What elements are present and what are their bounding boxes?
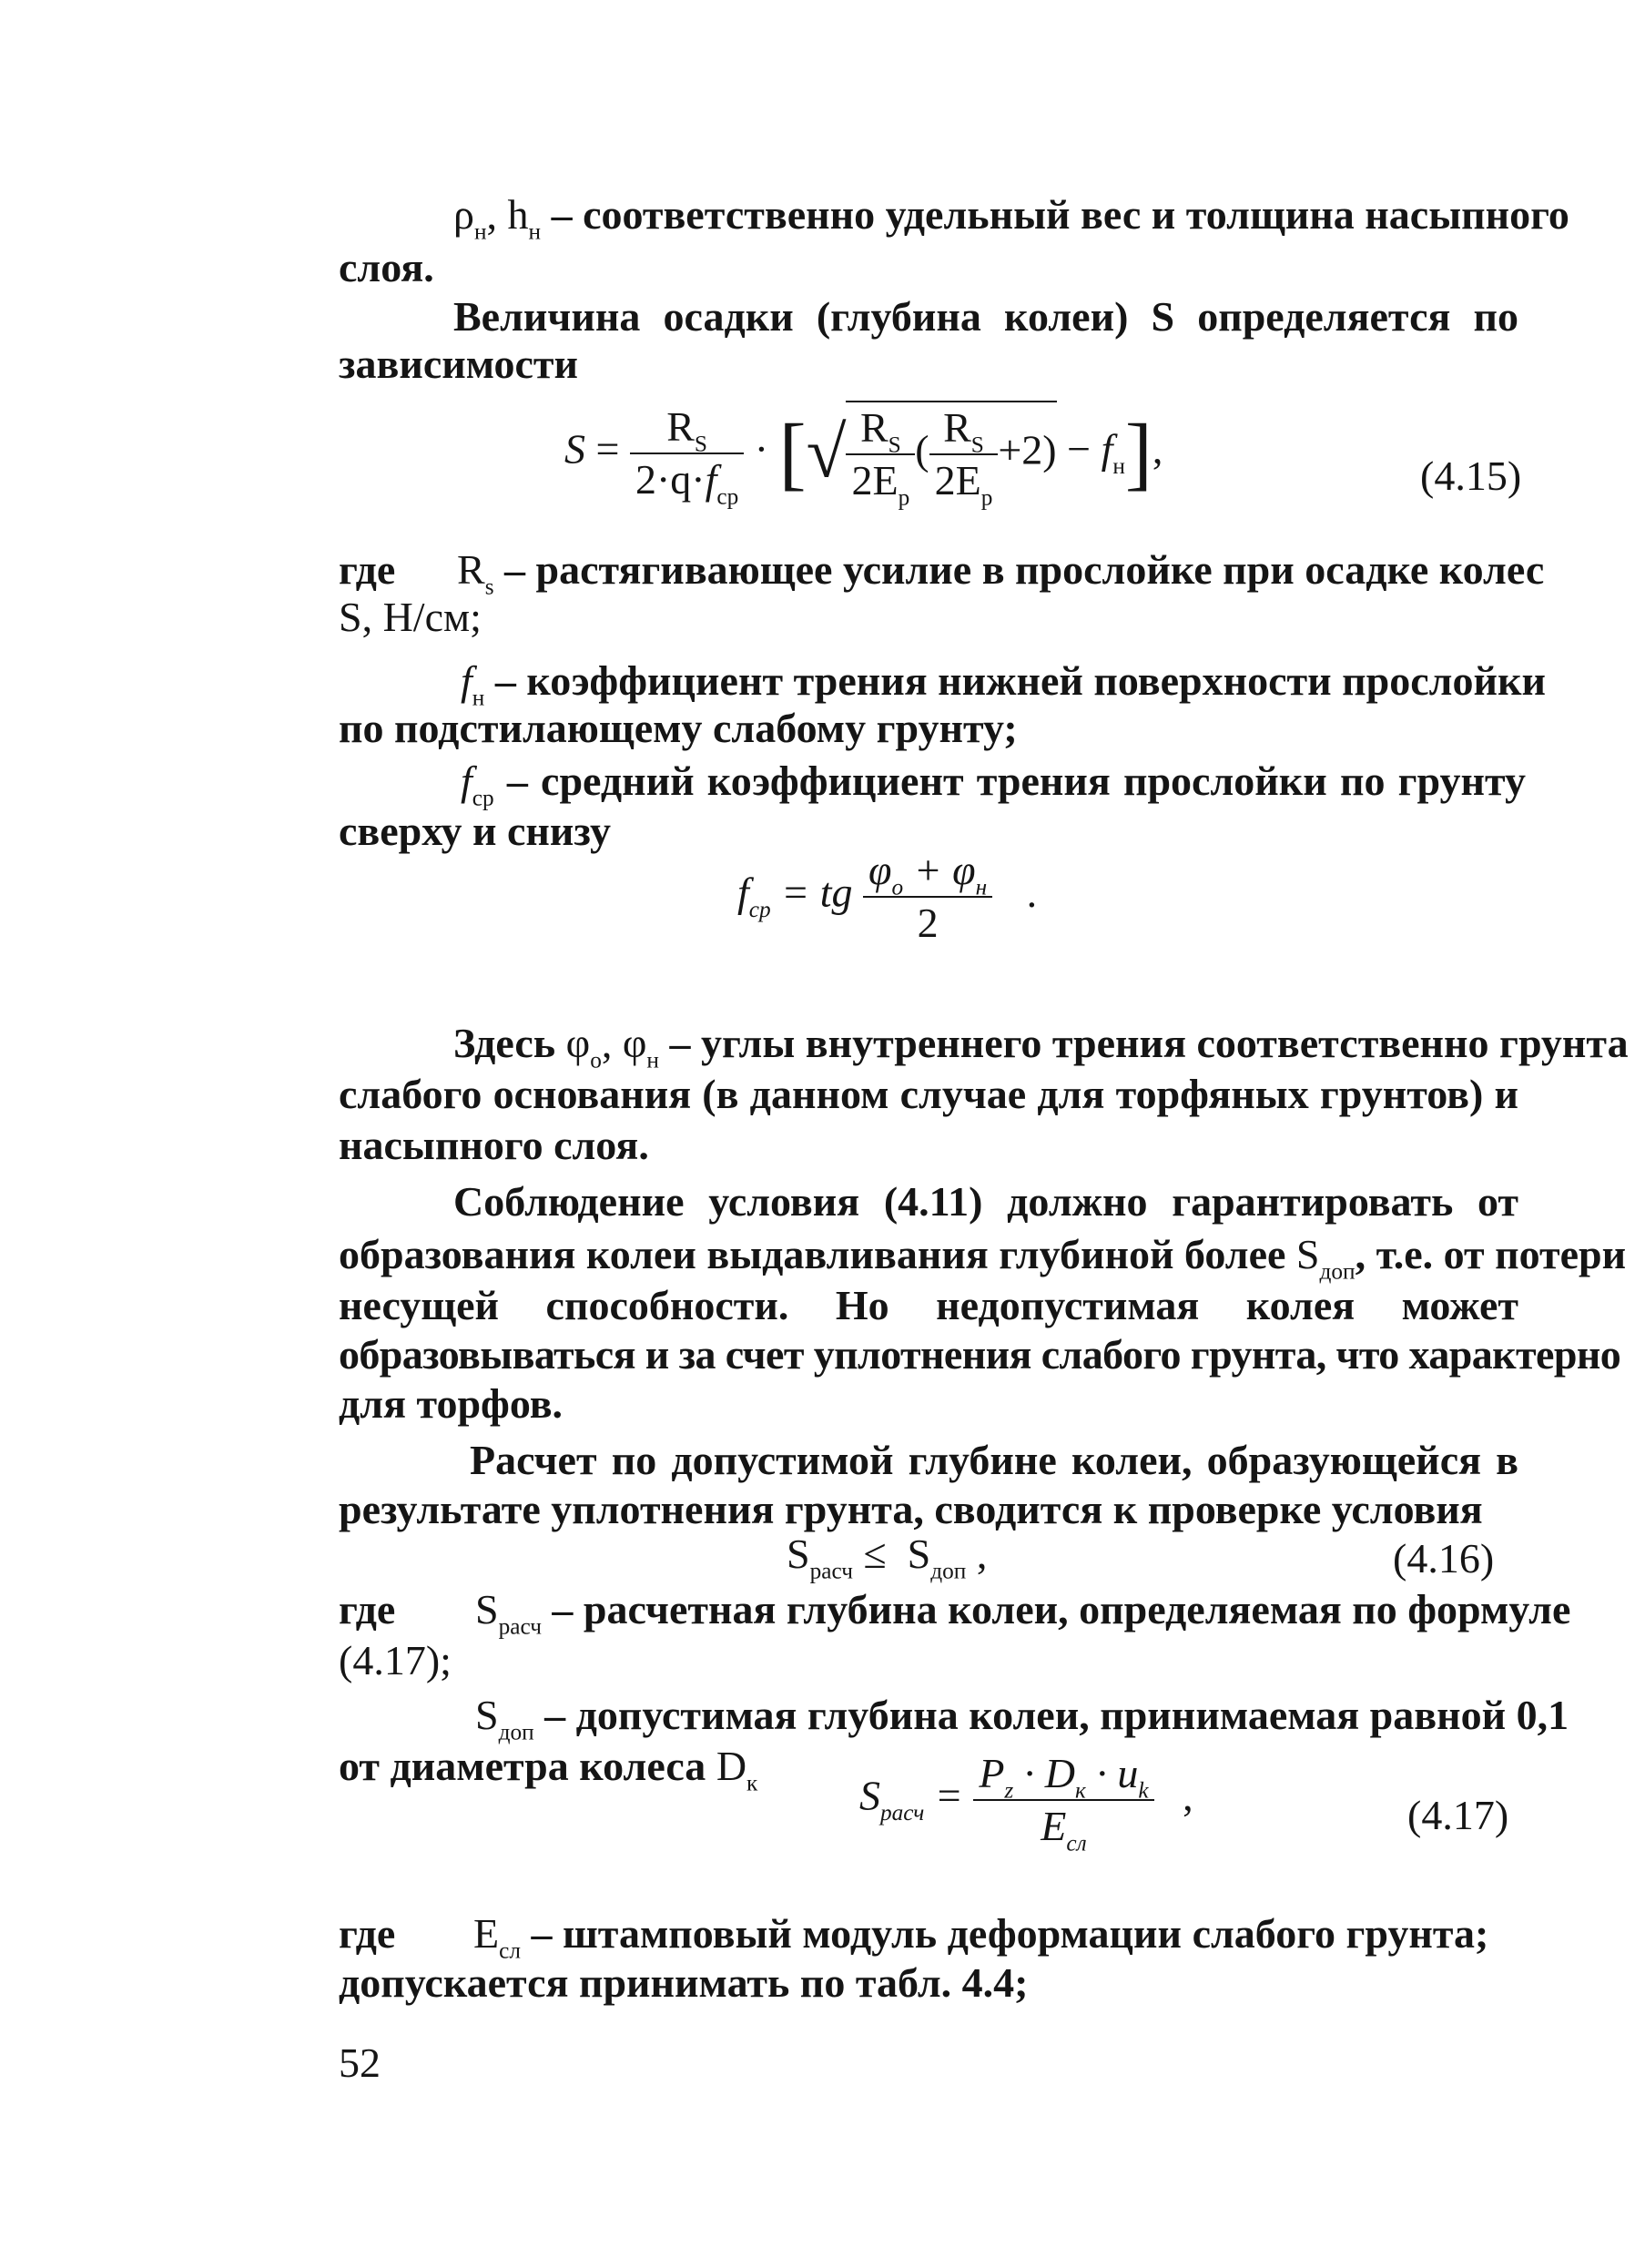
- definition-e-sl: $E_{сл}$ – штамповый модуль деформации слабого грунта;: [473, 1910, 1489, 1964]
- text-line-23: – допустимая глубина колеи, принимаемая равной 0,1: [544, 1692, 1569, 1738]
- definition-fn: $f_н$ – коэффициент трения нижней поверхности прослойки: [461, 657, 1546, 711]
- text-line-10: сверху и снизу: [339, 808, 611, 854]
- text-line-25-end: грунта;: [1345, 1910, 1489, 1957]
- text-line-26: допускается принимать по табл. 4.4;: [339, 1959, 1029, 2006]
- text-line-19: Расчет по допустимой глубине колеи, образующейся в: [470, 1437, 1518, 1483]
- formula-fcp: $f_{ср}$ = tg $\frac{\varphi_о + \varphi_н}{2}$ .: [737, 847, 1038, 946]
- text-line-9: – средний коэффициент трения прослойки по грунту: [506, 758, 1526, 804]
- text-line-13: насыпного слоя.: [339, 1122, 649, 1168]
- text-line-25-bold: слабого: [1192, 1910, 1335, 1957]
- text-line-2: слоя.: [339, 244, 434, 290]
- text-line-4: зависимости: [339, 341, 578, 387]
- text-line-22: (4.17);: [339, 1637, 452, 1683]
- text-line-5: – растягивающее усилие в прослойке при осадке колес: [504, 546, 1545, 593]
- page-number: 52: [339, 2039, 381, 2086]
- text-line-3: Величина осадки (глубина колеи) S определяется по: [453, 293, 1518, 340]
- text-where-2: где: [339, 1586, 396, 1632]
- text-line-11: – углы внутреннего трения соответственно грунта: [669, 1020, 1629, 1066]
- text-line-20: результате уплотнения грунта, сводится к проверке условия: [339, 1486, 1483, 1532]
- text-line-16: несущей способности. Но недопустимая колея может: [339, 1282, 1518, 1328]
- definition-line-rho-h: [453, 189, 1569, 245]
- text-line-15b: , т.е. от потери: [1355, 1231, 1627, 1277]
- text-line-12: слабого основания (в данном случае для торфяных грунтов) и: [339, 1071, 1518, 1117]
- formula-4-16: $S_{расч} \le S_{доп}$ ,: [787, 1531, 988, 1584]
- text-where-1: где: [339, 546, 396, 593]
- definition-s-rasch: $S_{расч}$ – расчетная глубина колеи, определяемая по формуле: [475, 1586, 1571, 1640]
- fraction-rs-over-2qf: $\frac{R_S}{2\cdot q\cdot f_{ср}}$: [630, 402, 744, 505]
- definition-s-dop: $S_{доп}$ – допустимая глубина колеи, принимаемая равной 0,1: [475, 1692, 1569, 1745]
- definition-phi: Здесь $\varphi_о$, $\varphi_н$ – углы внутреннего трения соответственно грунта: [453, 1020, 1629, 1073]
- text-line-6: S, Н/см;: [339, 594, 482, 640]
- text-line-17: образовываться и за счет уплотнения слабого грунта, что характерно: [339, 1331, 1621, 1378]
- equation-number-4-16: (4.16): [1393, 1535, 1495, 1581]
- text-where-3: где: [339, 1910, 396, 1957]
- text-here: Здесь: [453, 1020, 556, 1066]
- text-line-7: – коэффициент трения нижней поверхности прослойки: [494, 657, 1546, 704]
- text-line-14: Соблюдение условия (4.11) должно гарантировать от: [453, 1178, 1518, 1225]
- text-line-8: по подстилающему слабому грунту;: [339, 705, 1018, 751]
- formula-4-17: $S_{расч}$ = $\frac{P_z \cdot D_к \cdot u_k}{E_{сл}}$ ,: [859, 1750, 1193, 1856]
- definition-rs: $R_s$ – растягивающее усилие в прослойке при осадке колес: [457, 546, 1545, 600]
- equation-number-4-17: (4.17): [1407, 1792, 1509, 1838]
- text-line-1: – соответственно удельный вес и толщина насыпного: [551, 191, 1569, 238]
- text-line-15: образования колеи выдавливания глубиной более $S_{доп}$, т.е. от потери: [339, 1231, 1627, 1285]
- equation-number-4-15: (4.15): [1420, 453, 1522, 499]
- symbols-rho-h: $\rho_н$, $h_н$: [453, 191, 542, 245]
- text-line-24-label: от диаметра колеса: [339, 1743, 706, 1789]
- text-line-18: для торфов.: [339, 1380, 564, 1427]
- formula-4-15: S = $\frac{R_S}{2\cdot q\cdot f_{ср}}$ · [√ $\frac{R_S}{2E_р}$ ( $\frac{R_S}{2E_р}$ $+2) - f_н$],: [564, 401, 1163, 506]
- text-line-21: – расчетная глубина колеи, определяемая по формуле: [552, 1586, 1571, 1632]
- text-line-24: от диаметра колеса $D_к$: [339, 1743, 758, 1796]
- text-line-25: – штамповый модуль деформации: [531, 1910, 1183, 1957]
- definition-fcp: $f_{ср}$ – средний коэффициент трения прослойки по грунту: [461, 758, 1526, 811]
- text-line-15a: образования колеи выдавливания глубиной более: [339, 1231, 1286, 1277]
